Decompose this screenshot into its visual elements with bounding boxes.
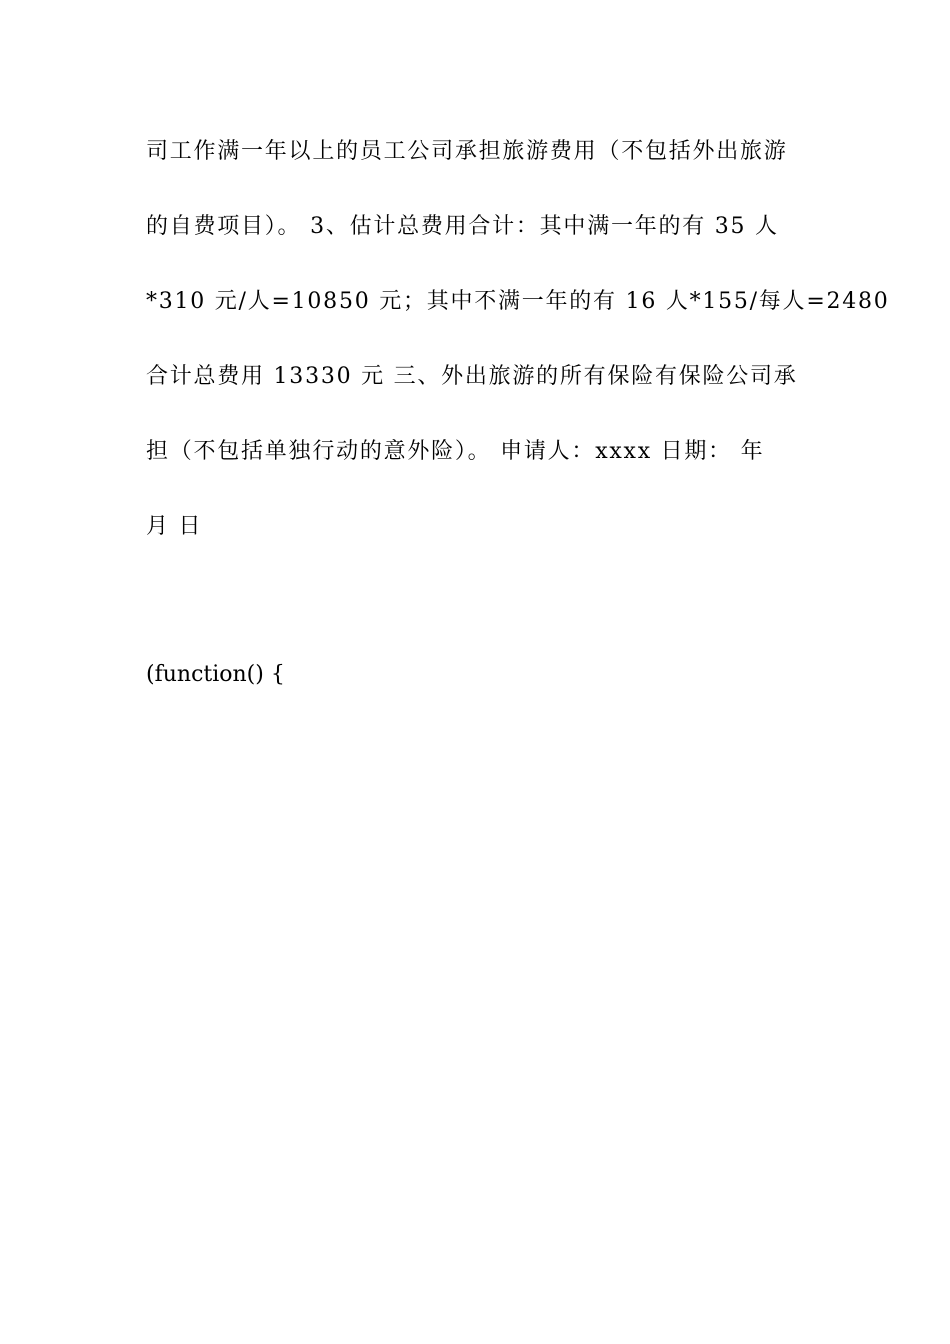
text-line-3: *310 元/人=10850 元；其中不满一年的有 16 人*155/每人=2480 — [146, 289, 890, 314]
text-line-1: 司工作满一年以上的员工公司承担旅游费用（不包括外出旅游 — [146, 139, 788, 164]
code-fragment: (function() { — [146, 662, 285, 687]
text-line-4: 合计总费用 13330 元 三、外出旅游的所有保险有保险公司承 — [146, 364, 798, 389]
document-body — [146, 131, 890, 581]
text-line-6: 月 日 — [146, 514, 203, 539]
text-line-2: 的自费项目）。 3、估计总费用合计：其中满一年的有 35 人 — [146, 214, 779, 239]
text-line-5: 担（不包括单独行动的意外险）。 申请人：xxxx 日期： 年 — [146, 439, 765, 464]
